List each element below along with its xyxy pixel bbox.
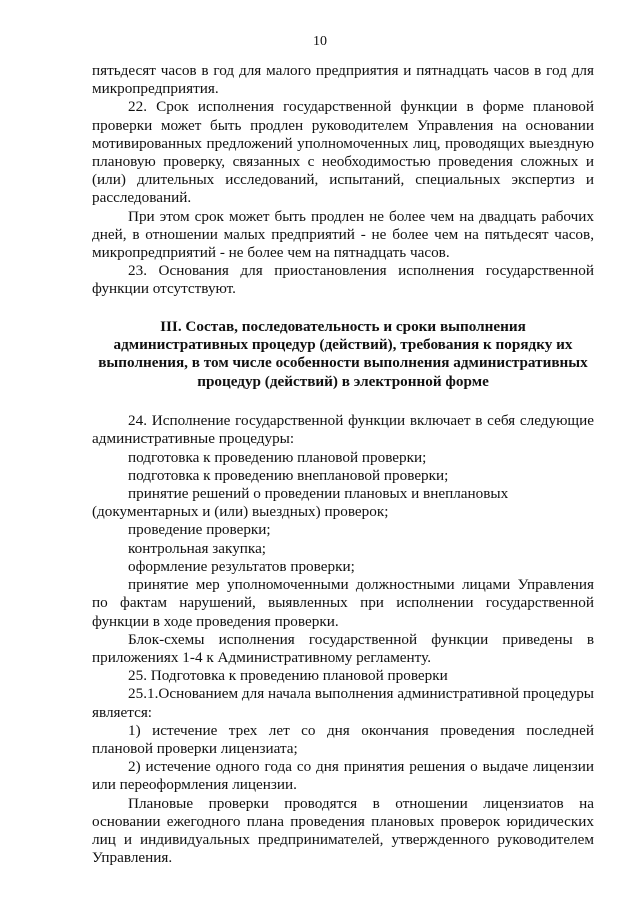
paragraph-continuation: пятьдесят часов в год для малого предприятия и пятнадцать часов в год для микропредприятия. (92, 62, 594, 98)
paragraph-24: 24. Исполнение государственной функции включает в себя следующие административные процедуры: (92, 412, 594, 448)
list-item: контрольная закупка; (128, 539, 267, 557)
list-item: подготовка к проведению внеплановой проверки; (128, 466, 449, 484)
paragraph-planned-checks: Плановые проверки проводятся в отношении лицензиатов на основании ежегодного плана проведения плановых проверок юридических лиц и индивидуальных предпринимателей, утвержденного руководителем Управления. (92, 794, 594, 867)
condition-1: 1) истечение трех лет со дня окончания проведения последней плановой проверки лицензиата; (92, 721, 594, 757)
section-heading-line: административных процедур (действий), требования к порядку их (113, 336, 573, 354)
paragraph-extension: При этом срок может быть продлен не более чем на двадцать рабочих дней, в отношении малых предприятий - не более чем на пятьдесят часов, микропредприятий - не более чем на пятнадцать часов. (92, 207, 594, 262)
list-item: подготовка к проведению плановой проверки; (128, 448, 427, 466)
paragraph-25-1: 25.1.Основанием для начала выполнения административной процедуры является: (92, 685, 594, 721)
paragraph-block-schemes: Блок-схемы исполнения государственной функции приведены в приложениях 1-4 к Административному регламенту. (92, 630, 594, 666)
list-item: проведение проверки; (128, 521, 271, 539)
list-item: принятие мер уполномоченными должностными лицами Управления по фактам нарушений, выявленных при исполнении государственной функции в ходе проведения проверки. (92, 576, 594, 630)
section-heading-line: III. Состав, последовательность и сроки выполнения (160, 317, 526, 335)
paragraph-25: 25. Подготовка к проведению плановой проверки (128, 667, 448, 685)
list-item: оформление результатов проверки; (128, 557, 355, 575)
paragraph-22: 22. Срок исполнения государственной функции в форме плановой проверки может быть продлен руководителем Управления на основании мотивированных предложений уполномоченных лиц, проводящих выездную плановую проверку, связанных с необходимостью проведения сложных и (или) длительных исследований, испытаний, специальных экспертиз и расследований. (92, 98, 594, 207)
condition-2: 2) истечение одного года со дня принятия решения о выдаче лицензии или переоформления лицензии. (92, 758, 594, 794)
page-number: 10 (313, 34, 327, 49)
paragraph-23: 23. Основания для приостановления исполнения государственной функции отсутствуют. (92, 262, 594, 298)
document-body (92, 62, 594, 867)
section-heading-line: выполнения, в том числе особенности выполнения административных (98, 354, 588, 372)
section-heading (92, 318, 594, 392)
section-heading-line: процедур (действий) в электронной форме (197, 372, 489, 390)
list-item: принятие решений о проведении плановых и внеплановых (документарных и (или) выездных) проверок; (92, 485, 509, 521)
